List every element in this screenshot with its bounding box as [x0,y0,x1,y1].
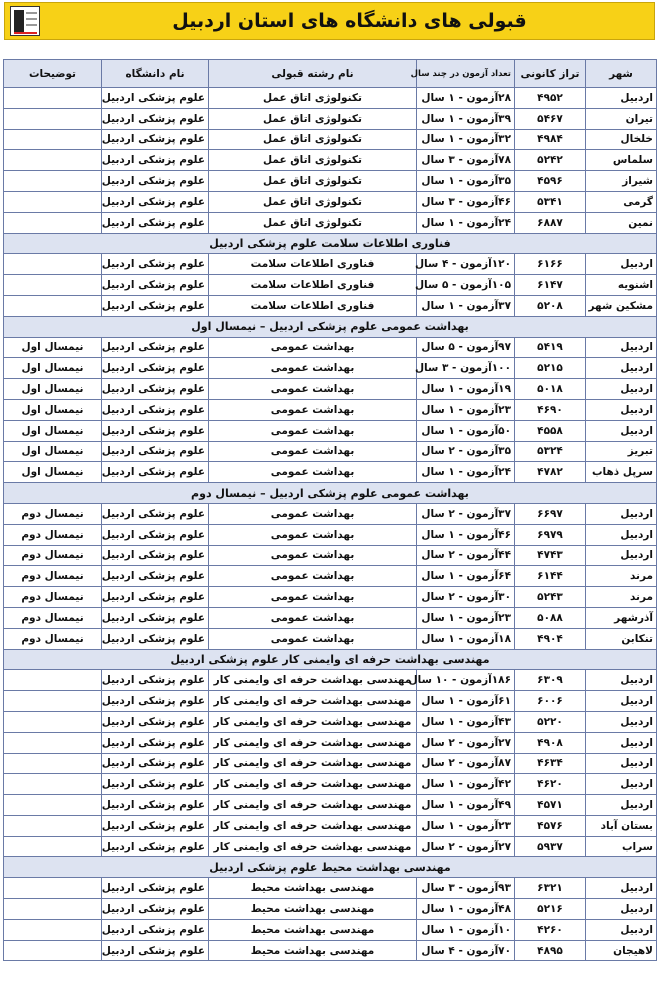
cell-attempts: ۴۸آزمون - ۱ سال [417,899,515,920]
cell-university: علوم پزشکی اردبیل [102,566,209,587]
cell-city: اردبیل [586,878,657,899]
cell-attempts: ۲۳آزمون - ۱ سال [417,607,515,628]
header-notes: توضیحات [4,60,102,88]
cell-city: سلماس [586,150,657,171]
cell-major: مهندسی بهداشت حرفه ای وایمنی کار [209,753,417,774]
table-row [4,753,657,774]
cell-university: علوم پزشکی اردبیل [102,254,209,275]
cell-notes [4,129,102,150]
table-row [4,379,657,400]
cell-score: ۵۳۴۱ [515,191,586,212]
cell-major: بهداشت عمومی [209,462,417,483]
table-row [4,129,657,150]
cell-attempts: ۲۳آزمون - ۱ سال [417,815,515,836]
cell-score: ۴۵۹۶ [515,171,586,192]
cell-score: ۴۸۹۵ [515,940,586,961]
cell-attempts: ۳۷آزمون - ۱ سال [417,295,515,316]
cell-university: علوم پزشکی اردبیل [102,587,209,608]
cell-university: علوم پزشکی اردبیل [102,88,209,109]
section-title: بهداشت عمومی علوم پزشکی اردبیل – نیمسال دوم [4,483,657,504]
cell-score: ۶۰۰۶ [515,691,586,712]
cell-city: تیران [586,108,657,129]
cell-attempts: ۲۴آزمون - ۱ سال [417,462,515,483]
cell-attempts: ۱۸۶آزمون - ۱۰ سال [417,670,515,691]
cell-attempts: ۲۴آزمون - ۱ سال [417,212,515,233]
cell-university: علوم پزشکی اردبیل [102,607,209,628]
cell-university: علوم پزشکی اردبیل [102,399,209,420]
cell-attempts: ۸۷آزمون - ۲ سال [417,753,515,774]
cell-university: علوم پزشکی اردبیل [102,628,209,649]
cell-notes [4,691,102,712]
table-row [4,503,657,524]
cell-attempts: ۴۲آزمون - ۱ سال [417,774,515,795]
cell-score: ۶۳۲۱ [515,878,586,899]
cell-major: فناوری اطلاعات سلامت [209,295,417,316]
table-row [4,815,657,836]
cell-score: ۴۵۷۶ [515,815,586,836]
cell-university: علوم پزشکی اردبیل [102,275,209,296]
table-row [4,295,657,316]
cell-major: مهندسی بهداشت محیط [209,919,417,940]
cell-major: مهندسی بهداشت حرفه ای وایمنی کار [209,670,417,691]
cell-university: علوم پزشکی اردبیل [102,358,209,379]
cell-university: علوم پزشکی اردبیل [102,129,209,150]
cell-notes [4,899,102,920]
table-row [4,587,657,608]
cell-city: سرپل ذهاب [586,462,657,483]
cell-notes [4,191,102,212]
table-row [4,212,657,233]
cell-university: علوم پزشکی اردبیل [102,753,209,774]
cell-attempts: ۱۹آزمون - ۱ سال [417,379,515,400]
cell-major: فناوری اطلاعات سلامت [209,275,417,296]
cell-university: علوم پزشکی اردبیل [102,150,209,171]
cell-attempts: ۲۳آزمون - ۱ سال [417,399,515,420]
table-row [4,774,657,795]
cell-city: اردبیل [586,88,657,109]
cell-attempts: ۳۷آزمون - ۲ سال [417,503,515,524]
cell-major: بهداشت عمومی [209,524,417,545]
table-row [4,88,657,109]
cell-major: مهندسی بهداشت محیط [209,899,417,920]
cell-university: علوم پزشکی اردبیل [102,878,209,899]
table-row [4,358,657,379]
cell-attempts: ۶۴آزمون - ۱ سال [417,566,515,587]
cell-city: اردبیل [586,753,657,774]
cell-notes [4,108,102,129]
cell-major: مهندسی بهداشت حرفه ای وایمنی کار [209,691,417,712]
cell-city: بستان آباد [586,815,657,836]
section-title: مهندسی بهداشت حرفه ای وایمنی کار علوم پزشکی اردبیل [4,649,657,670]
cell-major: بهداشت عمومی [209,379,417,400]
cell-notes [4,212,102,233]
cell-city: آذرشهر [586,607,657,628]
table-row [4,919,657,940]
cell-city: اردبیل [586,503,657,524]
cell-score: ۵۲۲۰ [515,711,586,732]
cell-city: اردبیل [586,420,657,441]
cell-score: ۵۰۸۸ [515,607,586,628]
cell-notes [4,150,102,171]
cell-attempts: ۱۲۰آزمون - ۴ سال [417,254,515,275]
cell-major: مهندسی بهداشت محیط [209,940,417,961]
table-row [4,732,657,753]
header-major: نام رشته قبولی [209,60,417,88]
cell-notes: نیمسال اول [4,399,102,420]
cell-university: علوم پزشکی اردبیل [102,524,209,545]
table-row [4,899,657,920]
table-row [4,940,657,961]
table-row [4,171,657,192]
table-row [4,670,657,691]
cell-attempts: ۹۳آزمون - ۳ سال [417,878,515,899]
cell-score: ۵۲۴۲ [515,150,586,171]
cell-attempts: ۴۴آزمون - ۲ سال [417,545,515,566]
cell-attempts: ۷۰آزمون - ۴ سال [417,940,515,961]
section-header-row [4,857,657,878]
cell-city: اردبیل [586,399,657,420]
cell-major: بهداشت عمومی [209,628,417,649]
cell-attempts: ۳۰آزمون - ۲ سال [417,587,515,608]
cell-university: علوم پزشکی اردبیل [102,171,209,192]
cell-notes: نیمسال دوم [4,607,102,628]
cell-city: مشکین شهر [586,295,657,316]
cell-university: علوم پزشکی اردبیل [102,795,209,816]
table-row [4,420,657,441]
cell-score: ۵۲۴۳ [515,587,586,608]
table-row [4,399,657,420]
cell-attempts: ۳۹آزمون - ۱ سال [417,108,515,129]
cell-city: اردبیل [586,337,657,358]
cell-attempts: ۲۷آزمون - ۲ سال [417,836,515,857]
cell-university: علوم پزشکی اردبیل [102,940,209,961]
cell-major: تکنولوژی اتاق عمل [209,88,417,109]
cell-score: ۴۲۶۰ [515,919,586,940]
cell-major: مهندسی بهداشت محیط [209,878,417,899]
table-row [4,462,657,483]
cell-university: علوم پزشکی اردبیل [102,295,209,316]
table-row [4,191,657,212]
logo [10,6,40,36]
cell-notes [4,878,102,899]
cell-city: اردبیل [586,358,657,379]
cell-notes: نیمسال اول [4,337,102,358]
cell-score: ۴۶۹۰ [515,399,586,420]
table-row [4,607,657,628]
cell-attempts: ۱۰۰آزمون - ۳ سال [417,358,515,379]
cell-notes: نیمسال اول [4,379,102,400]
cell-city: اردبیل [586,899,657,920]
cell-city: گرمی [586,191,657,212]
cell-score: ۶۱۶۶ [515,254,586,275]
cell-city: خلخال [586,129,657,150]
cell-major: بهداشت عمومی [209,587,417,608]
cell-notes [4,275,102,296]
cell-notes [4,753,102,774]
cell-score: ۵۰۱۸ [515,379,586,400]
cell-notes [4,171,102,192]
table-row [4,836,657,857]
cell-city: سراب [586,836,657,857]
section-header-row [4,483,657,504]
cell-notes: نیمسال اول [4,420,102,441]
table-row [4,545,657,566]
cell-attempts: ۲۷آزمون - ۲ سال [417,732,515,753]
cell-city: اردبیل [586,670,657,691]
cell-university: علوم پزشکی اردبیل [102,337,209,358]
cell-score: ۴۷۸۲ [515,462,586,483]
section-title: مهندسی بهداشت محیط علوم پزشکی اردبیل [4,857,657,878]
cell-university: علوم پزشکی اردبیل [102,379,209,400]
cell-score: ۴۷۴۳ [515,545,586,566]
cell-city: اردبیل [586,524,657,545]
cell-city: اردبیل [586,774,657,795]
cell-score: ۶۸۸۷ [515,212,586,233]
cell-notes [4,670,102,691]
cell-city: اشنویه [586,275,657,296]
section-header-row [4,316,657,337]
cell-score: ۶۱۴۴ [515,566,586,587]
cell-notes [4,836,102,857]
cell-notes [4,254,102,275]
table-row [4,441,657,462]
cell-notes [4,732,102,753]
section-title: فناوری اطلاعات سلامت علوم پزشکی اردبیل [4,233,657,254]
cell-notes: نیمسال دوم [4,545,102,566]
cell-university: علوم پزشکی اردبیل [102,670,209,691]
cell-major: بهداشت عمومی [209,337,417,358]
cell-university: علوم پزشکی اردبیل [102,441,209,462]
table-row [4,628,657,649]
cell-notes [4,919,102,940]
table-row [4,566,657,587]
cell-score: ۴۹۰۴ [515,628,586,649]
cell-attempts: ۳۵آزمون - ۱ سال [417,171,515,192]
cell-score: ۶۳۰۹ [515,670,586,691]
cell-notes: نیمسال دوم [4,566,102,587]
cell-major: مهندسی بهداشت حرفه ای وایمنی کار [209,711,417,732]
cell-attempts: ۷۸آزمون - ۳ سال [417,150,515,171]
cell-city: تبریز [586,441,657,462]
cell-university: علوم پزشکی اردبیل [102,462,209,483]
cell-notes [4,940,102,961]
cell-university: علوم پزشکی اردبیل [102,774,209,795]
cell-notes: نیمسال دوم [4,503,102,524]
cell-city: اردبیل [586,919,657,940]
cell-city: اردبیل [586,379,657,400]
cell-major: تکنولوژی اتاق عمل [209,108,417,129]
cell-notes [4,774,102,795]
title-banner [4,2,655,40]
cell-major: بهداشت عمومی [209,420,417,441]
cell-major: بهداشت عمومی [209,441,417,462]
table-row [4,254,657,275]
cell-university: علوم پزشکی اردبیل [102,691,209,712]
cell-attempts: ۴۶آزمون - ۳ سال [417,191,515,212]
cell-university: علوم پزشکی اردبیل [102,503,209,524]
cell-major: بهداشت عمومی [209,399,417,420]
table-body [4,88,657,961]
cell-university: علوم پزشکی اردبیل [102,212,209,233]
cell-university: علوم پزشکی اردبیل [102,420,209,441]
cell-score: ۴۶۲۰ [515,774,586,795]
cell-score: ۵۲۰۸ [515,295,586,316]
header-attempts: تعداد آزمون در چند سال [417,60,515,88]
header-city: شهر [586,60,657,88]
cell-notes [4,795,102,816]
table-row [4,150,657,171]
cell-notes: نیمسال دوم [4,587,102,608]
cell-notes: نیمسال دوم [4,524,102,545]
cell-city: شیراز [586,171,657,192]
cell-score: ۴۹۰۸ [515,732,586,753]
cell-major: فناوری اطلاعات سلامت [209,254,417,275]
cell-notes [4,88,102,109]
section-header-row [4,649,657,670]
cell-attempts: ۵۰آزمون - ۱ سال [417,420,515,441]
cell-city: تنکابن [586,628,657,649]
cell-major: بهداشت عمومی [209,545,417,566]
cell-attempts: ۱۸آزمون - ۱ سال [417,628,515,649]
cell-score: ۴۹۵۲ [515,88,586,109]
cell-city: اردبیل [586,545,657,566]
cell-score: ۵۴۶۷ [515,108,586,129]
table-row [4,337,657,358]
cell-university: علوم پزشکی اردبیل [102,919,209,940]
table-row [4,524,657,545]
cell-city: اردبیل [586,732,657,753]
cell-university: علوم پزشکی اردبیل [102,108,209,129]
section-title: بهداشت عمومی علوم پزشکی اردبیل – نیمسال اول [4,316,657,337]
cell-city: لاهیجان [586,940,657,961]
table-header-row [4,60,657,88]
cell-major: تکنولوژی اتاق عمل [209,150,417,171]
cell-attempts: ۴۳آزمون - ۱ سال [417,711,515,732]
cell-attempts: ۴۶آزمون - ۱ سال [417,524,515,545]
cell-attempts: ۱۰آزمون - ۱ سال [417,919,515,940]
cell-score: ۵۴۱۹ [515,337,586,358]
cell-score: ۴۶۳۴ [515,753,586,774]
table-row [4,711,657,732]
cell-major: بهداشت عمومی [209,566,417,587]
cell-notes: نیمسال دوم [4,628,102,649]
cell-city: اردبیل [586,254,657,275]
table-row [4,108,657,129]
cell-major: بهداشت عمومی [209,607,417,628]
cell-city: مرند [586,566,657,587]
cell-score: ۵۹۳۷ [515,836,586,857]
cell-score: ۶۱۴۷ [515,275,586,296]
cell-major: مهندسی بهداشت حرفه ای وایمنی کار [209,732,417,753]
cell-major: مهندسی بهداشت حرفه ای وایمنی کار [209,774,417,795]
cell-university: علوم پزشکی اردبیل [102,899,209,920]
cell-notes [4,295,102,316]
cell-score: ۴۹۸۴ [515,129,586,150]
cell-notes: نیمسال اول [4,358,102,379]
page-title: قبولی های دانشگاه های استان اردبیل [172,10,527,32]
cell-major: تکنولوژی اتاق عمل [209,191,417,212]
cell-notes: نیمسال اول [4,441,102,462]
header-university: نام دانشگاه [102,60,209,88]
cell-city: نمین [586,212,657,233]
cell-university: علوم پزشکی اردبیل [102,711,209,732]
cell-city: اردبیل [586,795,657,816]
header-score: تراز کانونی [515,60,586,88]
cell-university: علوم پزشکی اردبیل [102,191,209,212]
cell-major: تکنولوژی اتاق عمل [209,171,417,192]
cell-major: مهندسی بهداشت حرفه ای وایمنی کار [209,836,417,857]
cell-university: علوم پزشکی اردبیل [102,836,209,857]
cell-notes [4,711,102,732]
cell-score: ۵۳۲۴ [515,441,586,462]
cell-major: بهداشت عمومی [209,358,417,379]
cell-major: تکنولوژی اتاق عمل [209,212,417,233]
cell-university: علوم پزشکی اردبیل [102,545,209,566]
cell-attempts: ۹۷آزمون - ۵ سال [417,337,515,358]
table-row [4,878,657,899]
cell-score: ۶۹۷۹ [515,524,586,545]
cell-major: تکنولوژی اتاق عمل [209,129,417,150]
cell-city: اردبیل [586,711,657,732]
cell-city: مرند [586,587,657,608]
cell-score: ۶۶۹۷ [515,503,586,524]
cell-attempts: ۲۸آزمون - ۱ سال [417,88,515,109]
cell-score: ۵۲۱۵ [515,358,586,379]
cell-score: ۴۵۵۸ [515,420,586,441]
admissions-table [3,59,657,961]
cell-attempts: ۶۱آزمون - ۱ سال [417,691,515,712]
cell-attempts: ۳۲آزمون - ۱ سال [417,129,515,150]
table-row [4,691,657,712]
cell-major: مهندسی بهداشت حرفه ای وایمنی کار [209,795,417,816]
table-row [4,275,657,296]
cell-major: مهندسی بهداشت حرفه ای وایمنی کار [209,815,417,836]
cell-score: ۴۵۷۱ [515,795,586,816]
table-row [4,795,657,816]
cell-attempts: ۴۹آزمون - ۱ سال [417,795,515,816]
cell-university: علوم پزشکی اردبیل [102,815,209,836]
cell-attempts: ۳۵آزمون - ۲ سال [417,441,515,462]
cell-notes [4,815,102,836]
section-header-row [4,233,657,254]
cell-major: بهداشت عمومی [209,503,417,524]
cell-university: علوم پزشکی اردبیل [102,732,209,753]
cell-score: ۵۲۱۶ [515,899,586,920]
cell-attempts: ۱۰۵آزمون - ۵ سال [417,275,515,296]
cell-notes: نیمسال اول [4,462,102,483]
cell-city: اردبیل [586,691,657,712]
